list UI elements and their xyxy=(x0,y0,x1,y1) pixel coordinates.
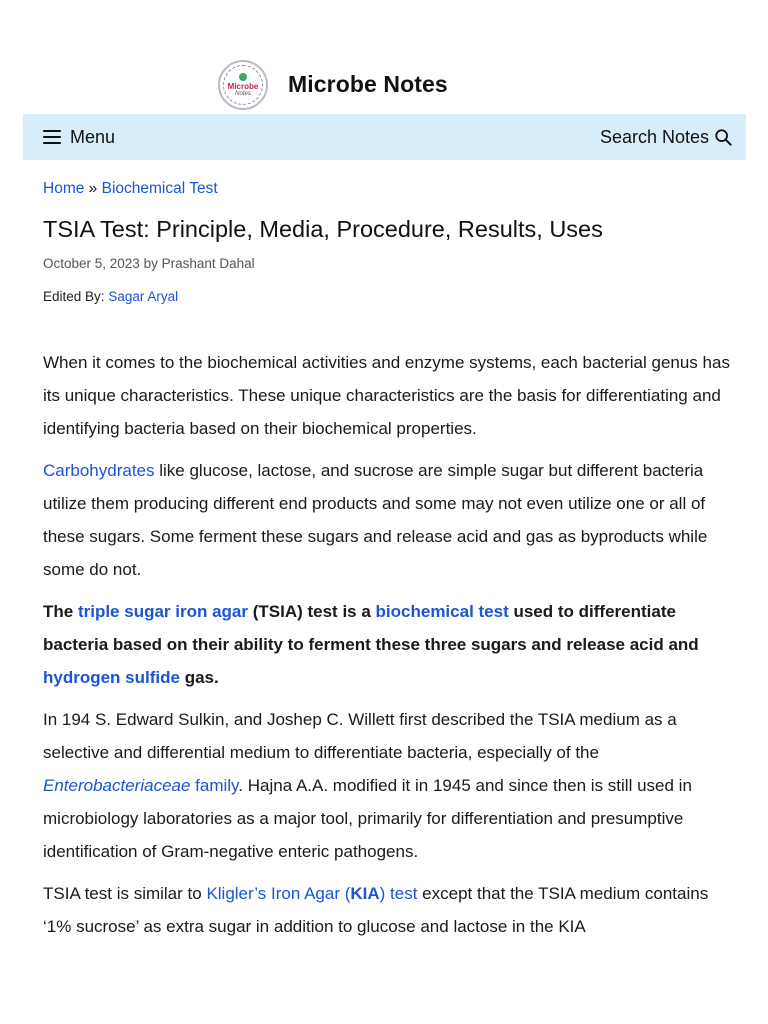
paragraph-intro: When it comes to the biochemical activities and enzyme systems, each bacterial genus has its unique characteristics. These unique characteristics are the basis for differentiating and identifying bacteria based on their biochemical properties. xyxy=(43,353,730,438)
menu-label: Menu xyxy=(70,126,116,147)
kia-bold: KIA xyxy=(350,884,380,903)
hydrogen-sulfide-link[interactable]: hydrogen sulfide xyxy=(43,668,180,687)
site-header xyxy=(0,0,768,113)
paragraph-text: used to differentiate bacteria based on their ability to ferment these three sugars and release acid and xyxy=(43,602,699,654)
editor-link[interactable]: Sagar Aryal xyxy=(108,289,179,304)
enterobacteriaceae-italic: Enterobacteriaceae xyxy=(43,776,191,795)
breadcrumb-home-link[interactable]: Home xyxy=(43,180,85,197)
edited-by-label: Edited By: xyxy=(43,289,105,304)
paragraph-text: (TSIA) test is a xyxy=(248,602,376,621)
paragraph-text: like glucose, lactose, and sucrose are simple sugar but different bacteria utilize them producing different end products and some may not even utilize one or all of these sugars. Some ferment these sugars and release acid and gas as byproducts while some do not. xyxy=(43,461,708,579)
post-title: TSIA Test: Principle, Media, Procedure, Results, Uses xyxy=(43,216,603,242)
paragraph-text: . Hajna A.A. modified it in 1945 and since then is still used in microbiology laboratories as a major tool, primarily for differentiation and presumptive identification of Gram-negative enteric pathogens. xyxy=(43,776,692,861)
post-meta xyxy=(43,255,733,273)
logo-globe-icon xyxy=(239,73,247,81)
article-body xyxy=(43,346,733,943)
menu-button[interactable] xyxy=(43,127,115,148)
paragraph-carbohydrates xyxy=(43,454,733,586)
post-author[interactable]: Prashant Dahal xyxy=(161,256,255,271)
post-date: October 5, 2023 xyxy=(43,256,140,271)
brand[interactable] xyxy=(218,58,448,110)
breadcrumb-separator: » xyxy=(88,180,98,197)
hamburger-icon xyxy=(43,130,61,144)
site-title[interactable]: Microbe Notes xyxy=(288,70,448,97)
paragraph-tsia-definition xyxy=(43,595,733,694)
paragraph-kia-comparison xyxy=(43,877,733,943)
enterobacteriaceae-family-link[interactable] xyxy=(43,776,238,795)
triple-sugar-iron-agar-link[interactable]: triple sugar iron agar xyxy=(77,602,248,621)
paragraph-text: In 194 S. Edward Sulkin, and Joshep C. Willett first described the TSIA medium as a selective and differential medium to differentiate bacteria, especially of the xyxy=(43,710,677,762)
kia-link-text: Kligler’s Iron Agar ( xyxy=(206,884,351,903)
kia-test-link[interactable] xyxy=(206,884,417,903)
search-icon xyxy=(714,128,732,146)
post-by: by xyxy=(143,256,158,271)
family-text: family xyxy=(190,776,239,795)
search-label: Search Notes xyxy=(599,126,709,147)
search-notes-button[interactable] xyxy=(600,127,732,148)
edited-by xyxy=(43,288,733,306)
paragraph-text: The xyxy=(43,602,78,621)
kia-link-text-end: ) test xyxy=(379,884,418,903)
paragraph-text: except that the TSIA medium contains ‘1% sucrose’ as extra sugar in addition to glucose and lactose in the KIA xyxy=(43,884,709,936)
paragraph-text: gas. xyxy=(179,668,219,687)
carbohydrates-link[interactable]: Carbohydrates xyxy=(43,461,155,480)
microbe-notes-logo[interactable] xyxy=(218,60,268,110)
main-content xyxy=(43,178,733,952)
breadcrumb-category-link[interactable]: Biochemical Test xyxy=(101,180,218,197)
logo-text-line2: Notes xyxy=(235,90,251,97)
paragraph-text: TSIA test is similar to xyxy=(43,884,207,903)
breadcrumb xyxy=(43,178,733,200)
paragraph-history xyxy=(43,703,733,868)
main-navbar xyxy=(23,114,746,160)
logo-text-line1: Microbe xyxy=(227,81,259,91)
biochemical-test-link[interactable]: biochemical test xyxy=(375,602,509,621)
